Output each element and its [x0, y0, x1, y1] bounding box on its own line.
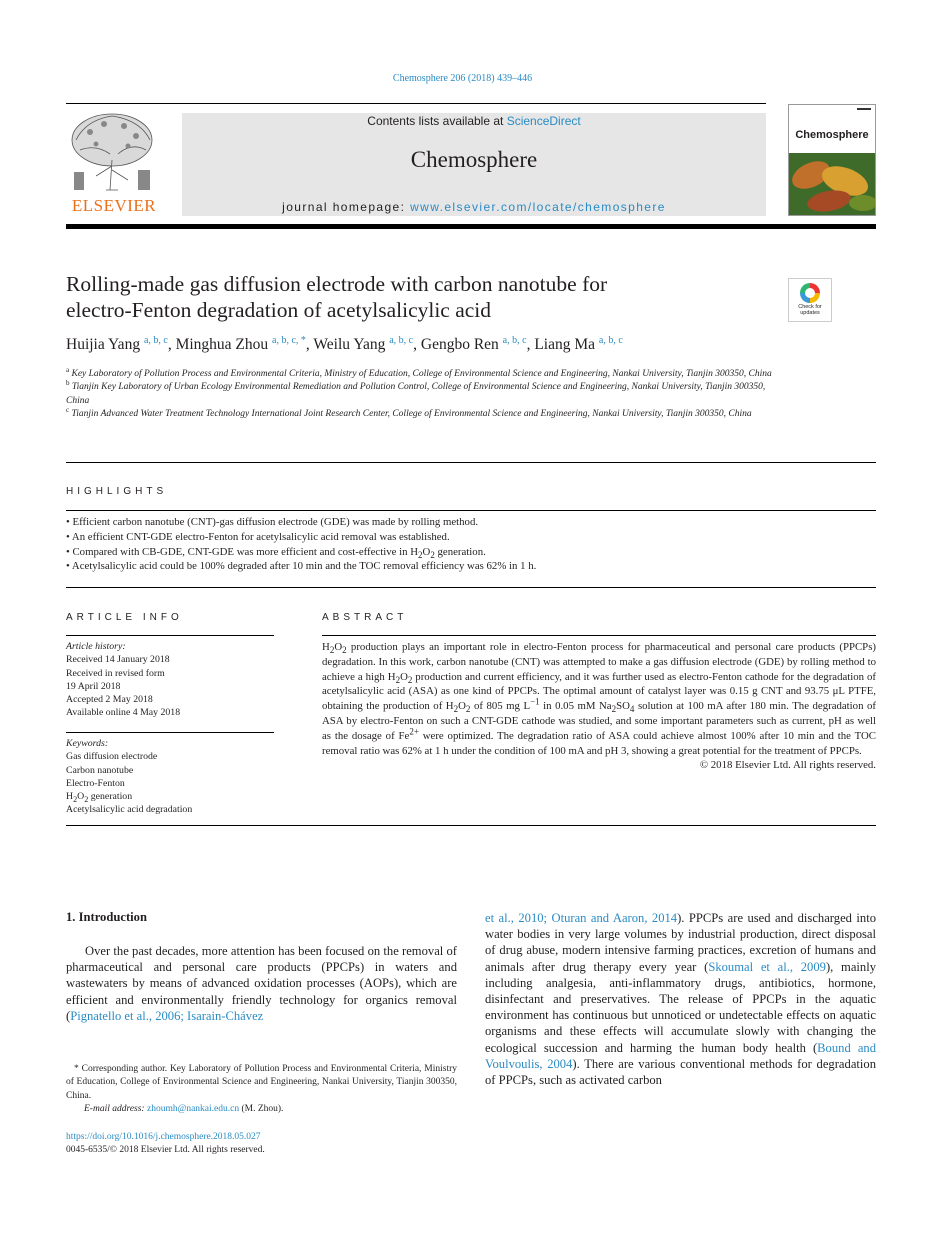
email-link[interactable]: zhoumh@nankai.edu.cn [146, 1103, 240, 1114]
sciencedirect-link[interactable]: ScienceDirect [506, 114, 581, 128]
keyword: Gas diffusion electrode [66, 751, 158, 763]
doi-link[interactable]: https://doi.org/10.1016/j.chemosphere.2018.05.027 [66, 1132, 261, 1142]
abstract-copyright: © 2018 Elsevier Ltd. All rights reserved. [699, 759, 876, 772]
affiliations [66, 365, 776, 421]
journal-reference[interactable]: Chemosphere 206 (2018) 439–446 [392, 73, 533, 84]
history-item: Received 14 January 2018 [66, 654, 170, 666]
divider [66, 635, 274, 636]
highlight-item: • Acetylsalicylic acid could be 100% degraded after 10 min and the TOC removal efficiency was 62% in 1 h. [66, 560, 537, 573]
highlights-heading: HIGHLIGHTS [66, 486, 168, 497]
divider [66, 510, 876, 511]
journal-cover[interactable] [788, 104, 876, 216]
abstract-body: $H_2O_2$ production plays an important role in electro-Fenton process for pharmaceutical and personal care products (PPCPs) degradation. In this work, carbon nanotube (CNT) was attempted to make a gas diffusion electrode (GDE) by rolling method to achieve a high $H_2O_2$ production and current efficiency, and it was further used as electro-Fenton cathode for the degradation of acetylsalicylic acid (ASA) as one kind of PPCPs. The optimal amount of catalyst layer was 0.15 g CNT and 93.75 μL PTFE, obtaining the production of $H_2O_2$ of 805 mg $L^{-1}$ in 0.05 mM $Na_2SO_4$ solution at 100 mA after 180 min. The degradation of ASA by electro-Fenton on such a CNT-GDE cathode was studied, and some important parameters such as current, pH as well as the dosage of $Fe^{2+}$ were optimized. The degradation ratio of ASA could achieve almost 100% after 10 min and the TOC removal ratio was 62% at 1 h under the condition of 100 mA and pH 3, showing a great potential for the treatment of PPCPs. © 2018 Elsevier Ltd. All rights reserved. [322, 641, 877, 772]
intro-right-column: et al., 2010; Oturan and Aaron, 2014). PPCPs are used and discharged into water bodies in very large volumes by industrial production, direct disposal of drug abuse, modern intensive farming practices, excretion of humans and animals after drug therapy every year (Skoumal et al., 2009), mainly including analgesia, anti-inflammatory drugs, antibiotics, hormone, disinfectant and preservatives. The release of PPCPs in the aquatic environment has continuous but unnoticed or undetectable effects on aquatic organisms and these effects will accumulate slowly with changing the ecological succession and harming the human body health (Bound and Voulvoulis, 2004). There are various conventional methods for degradation of PPCPs, such as activated carbon [485, 911, 877, 1088]
keyword: Carbon nanotube [66, 764, 134, 776]
history-item: Received in revised form [66, 667, 165, 679]
article-info-heading: ARTICLE INFO [66, 612, 183, 623]
corresponding-footnote: * Corresponding author. Key Laboratory of Pollution Process and Environmental Criteria, Ministry of Education, College of Environmental Science and Engineering, Nankai University, Tianjin 300350, China. E-mail address: zhoumh@nankai.edu.cn (M. Zhou). [66, 1064, 458, 1114]
issn-line: 0045-6535/© 2018 Elsevier Ltd. All rights reserved. [66, 1145, 265, 1156]
citation-link[interactable]: Pignatello et al., 2006; Isarain-Chávez [70, 1008, 264, 1023]
article-title [66, 271, 766, 323]
citation-link[interactable]: Bound and Voulvoulis, 2004 [485, 1040, 876, 1071]
homepage-prefix: journal homepage: [282, 200, 411, 214]
highlights-list [66, 515, 876, 574]
article-history [66, 640, 274, 720]
divider [66, 587, 876, 588]
citation-link[interactable]: et al., 2010; Oturan and Aaron, 2014 [485, 911, 678, 925]
affiliation: $^c$ Tianjin Advanced Water Treatment Technology International Joint Research Center, College of Environmental Science and Engineering, Nankai University, Tianjin 300350, China [66, 405, 752, 419]
page-footer [66, 1131, 457, 1158]
crossmark-icon [799, 282, 821, 304]
title-line-1: Rolling-made gas diffusion electrode with carbon nanotube for [66, 272, 608, 296]
history-item: Accepted 2 May 2018 [66, 694, 153, 706]
highlight-item: • Efficient carbon nanotube (CNT)-gas diffusion electrode (GDE) was made by rolling method. [66, 516, 479, 528]
history-label: Article history: [66, 641, 126, 652]
check-for-updates-badge[interactable] [788, 278, 832, 322]
contents-prefix: Contents lists available at [367, 114, 507, 128]
header-thick-rule [66, 224, 876, 229]
cover-leaves-image [789, 153, 875, 215]
contents-available [182, 114, 766, 128]
keyword: Electro-Fenton [66, 777, 125, 789]
journal-homepage [182, 200, 766, 214]
history-item: Available online 4 May 2018 [66, 707, 181, 719]
keyword: $H_2O_2$ generation [66, 791, 133, 805]
author-list: Huijia Yang $^{a, b, c}$, Minghua Zhou $^{a, b, c, *}$, Weilu Yang $^{a, b, c}$, Gengbo Ren $^{a, b, c}$, Liang Ma $^{a, b, c}$ [66, 334, 623, 353]
intro-heading: 1. Introduction [66, 910, 147, 924]
author[interactable]: Huijia Yang $^{a, b, c}$ [66, 334, 168, 353]
abstract-heading: ABSTRACT [322, 612, 408, 623]
intro-left-column: Over the past decades, more attention has been focused on the removal of pharmaceutical and personal care products (PPCPs) in waters and wastewaters by means of advanced oxidation processes (AOPs), which are efficient and environmentally friendly technology for organics removal (Pignatello et al., 2006; Isarain-Chávez [66, 944, 457, 1023]
author[interactable]: Liang Ma $^{a, b, c}$ [534, 334, 623, 353]
citation-link[interactable]: Skoumal et al., 2009 [708, 959, 826, 974]
affiliation: $^b$ Tianjin Key Laboratory of Urban Ecology Environmental Remediation and Pollution Control, College of Environmental Science and Engineering, Nankai University, Tianjin 300350, China [66, 379, 766, 406]
crossmark-line-2: updates [800, 310, 820, 316]
cover-mark [857, 108, 871, 110]
header-top-rule [66, 103, 766, 104]
author[interactable]: Gengbo Ren $^{a, b, c}$ [420, 334, 527, 353]
crossmark-line-1: Check for [798, 304, 822, 310]
title-line-2: electro-Fenton degradation of acetylsalicylic acid [66, 298, 492, 322]
homepage-link[interactable]: www.elsevier.com/locate/chemosphere [410, 200, 666, 214]
author[interactable]: Minghua Zhou $^{a, b, c, *}$ [175, 334, 306, 353]
elsevier-logo[interactable] [66, 110, 162, 216]
keywords-label: Keywords: [66, 738, 109, 749]
keywords [66, 737, 274, 817]
highlight-item: • Compared with CB-GDE, CNT-GDE was more efficient and cost-effective in $H_2O_2$ generation. [66, 545, 486, 560]
highlight-item: • An efficient CNT-GDE electro-Fenton for acetylsalicylic acid removal was established. [66, 530, 450, 543]
elsevier-tree-icon [66, 110, 162, 194]
keyword: Acetylsalicylic acid degradation [66, 804, 193, 816]
author[interactable]: Weilu Yang $^{a, b, c}$ [313, 334, 414, 353]
divider [322, 635, 876, 636]
history-item: 19 April 2018 [66, 680, 121, 692]
affiliation: $^a$ Key Laboratory of Pollution Process and Environmental Criteria, Ministry of Education, College of Environmental Science and Engineering, Nankai University, Tianjin 300350, China [66, 365, 772, 379]
elsevier-wordmark: ELSEVIER [71, 196, 157, 215]
divider [66, 732, 274, 733]
cover-title: Chemosphere [795, 129, 869, 141]
divider [66, 825, 876, 826]
divider [66, 462, 876, 463]
journal-name: Chemosphere [410, 147, 538, 172]
journal-banner [182, 113, 766, 216]
